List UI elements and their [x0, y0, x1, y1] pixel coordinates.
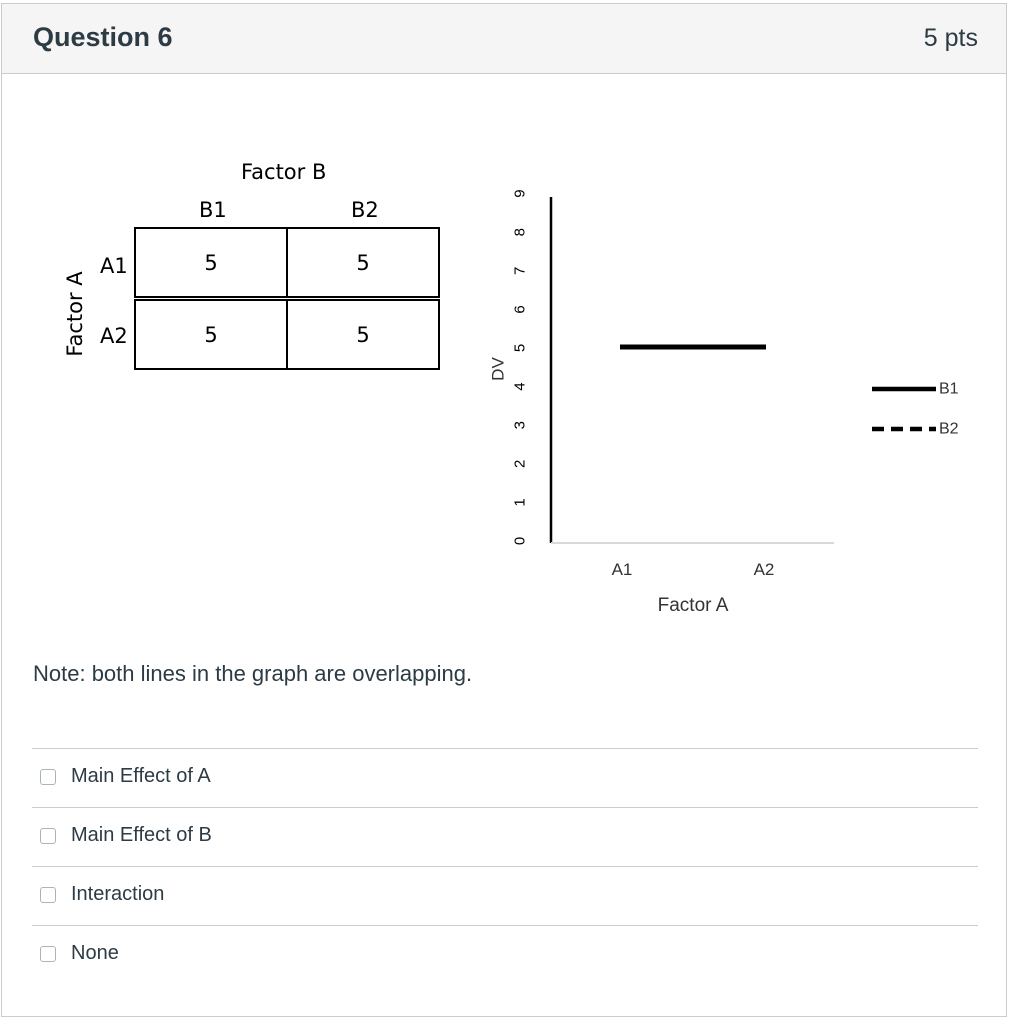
- y-tick-label: 0: [511, 536, 529, 546]
- x-axis-label: Factor A: [657, 595, 729, 616]
- question-points: 5 pts: [923, 24, 978, 52]
- y-tick-label: 9: [511, 189, 529, 198]
- table-cell-a2-b1: 5: [134, 299, 288, 370]
- question-header: [2, 4, 1006, 74]
- answer-option-label[interactable]: Interaction: [71, 883, 165, 905]
- y-tick-label: 6: [511, 305, 529, 314]
- note-text: Note: both lines in the graph are overlapping.: [33, 661, 473, 686]
- y-tick-label: 8: [511, 228, 529, 237]
- column-factor-label: Factor B: [241, 160, 327, 184]
- y-tick-label: 1: [511, 498, 529, 507]
- answer-options: [32, 748, 978, 984]
- table-cell-a1-b1: 5: [134, 227, 288, 298]
- answer-option-label[interactable]: None: [71, 942, 119, 964]
- answer-option[interactable]: [32, 807, 978, 866]
- answer-checkbox[interactable]: [40, 769, 56, 785]
- answer-checkbox[interactable]: [40, 887, 56, 903]
- table-cell-a2-b2: 5: [286, 299, 440, 370]
- answer-option-label[interactable]: Main Effect of B: [71, 824, 212, 846]
- answer-option[interactable]: [32, 925, 978, 984]
- answer-option[interactable]: [32, 866, 978, 925]
- answer-option[interactable]: [32, 748, 978, 807]
- y-tick-label: 4: [511, 382, 529, 391]
- answer-checkbox[interactable]: [40, 828, 56, 844]
- y-tick-label: 2: [511, 459, 529, 468]
- x-tick-label: A1: [611, 560, 633, 579]
- table-grid: [134, 227, 444, 372]
- row-header-a2: A2: [100, 324, 128, 348]
- column-header-b2: B2: [351, 198, 379, 222]
- y-axis-label: DV: [488, 357, 508, 381]
- interaction-line-chart: [470, 175, 980, 625]
- answer-checkbox[interactable]: [40, 946, 56, 962]
- answer-option-label[interactable]: Main Effect of A: [71, 765, 211, 787]
- column-header-b1: B1: [199, 198, 227, 222]
- question-title: Question 6: [33, 22, 173, 52]
- row-factor-label: Factor A: [63, 271, 87, 357]
- y-tick-label: 3: [511, 421, 529, 430]
- legend-label: B1: [939, 380, 959, 398]
- legend-label: B2: [939, 420, 959, 438]
- x-tick-label: A2: [753, 560, 775, 579]
- row-header-a1: A1: [100, 254, 128, 278]
- y-tick-label: 7: [511, 266, 529, 275]
- y-tick-label: 5: [511, 343, 529, 353]
- table-cell-a1-b2: 5: [286, 227, 440, 298]
